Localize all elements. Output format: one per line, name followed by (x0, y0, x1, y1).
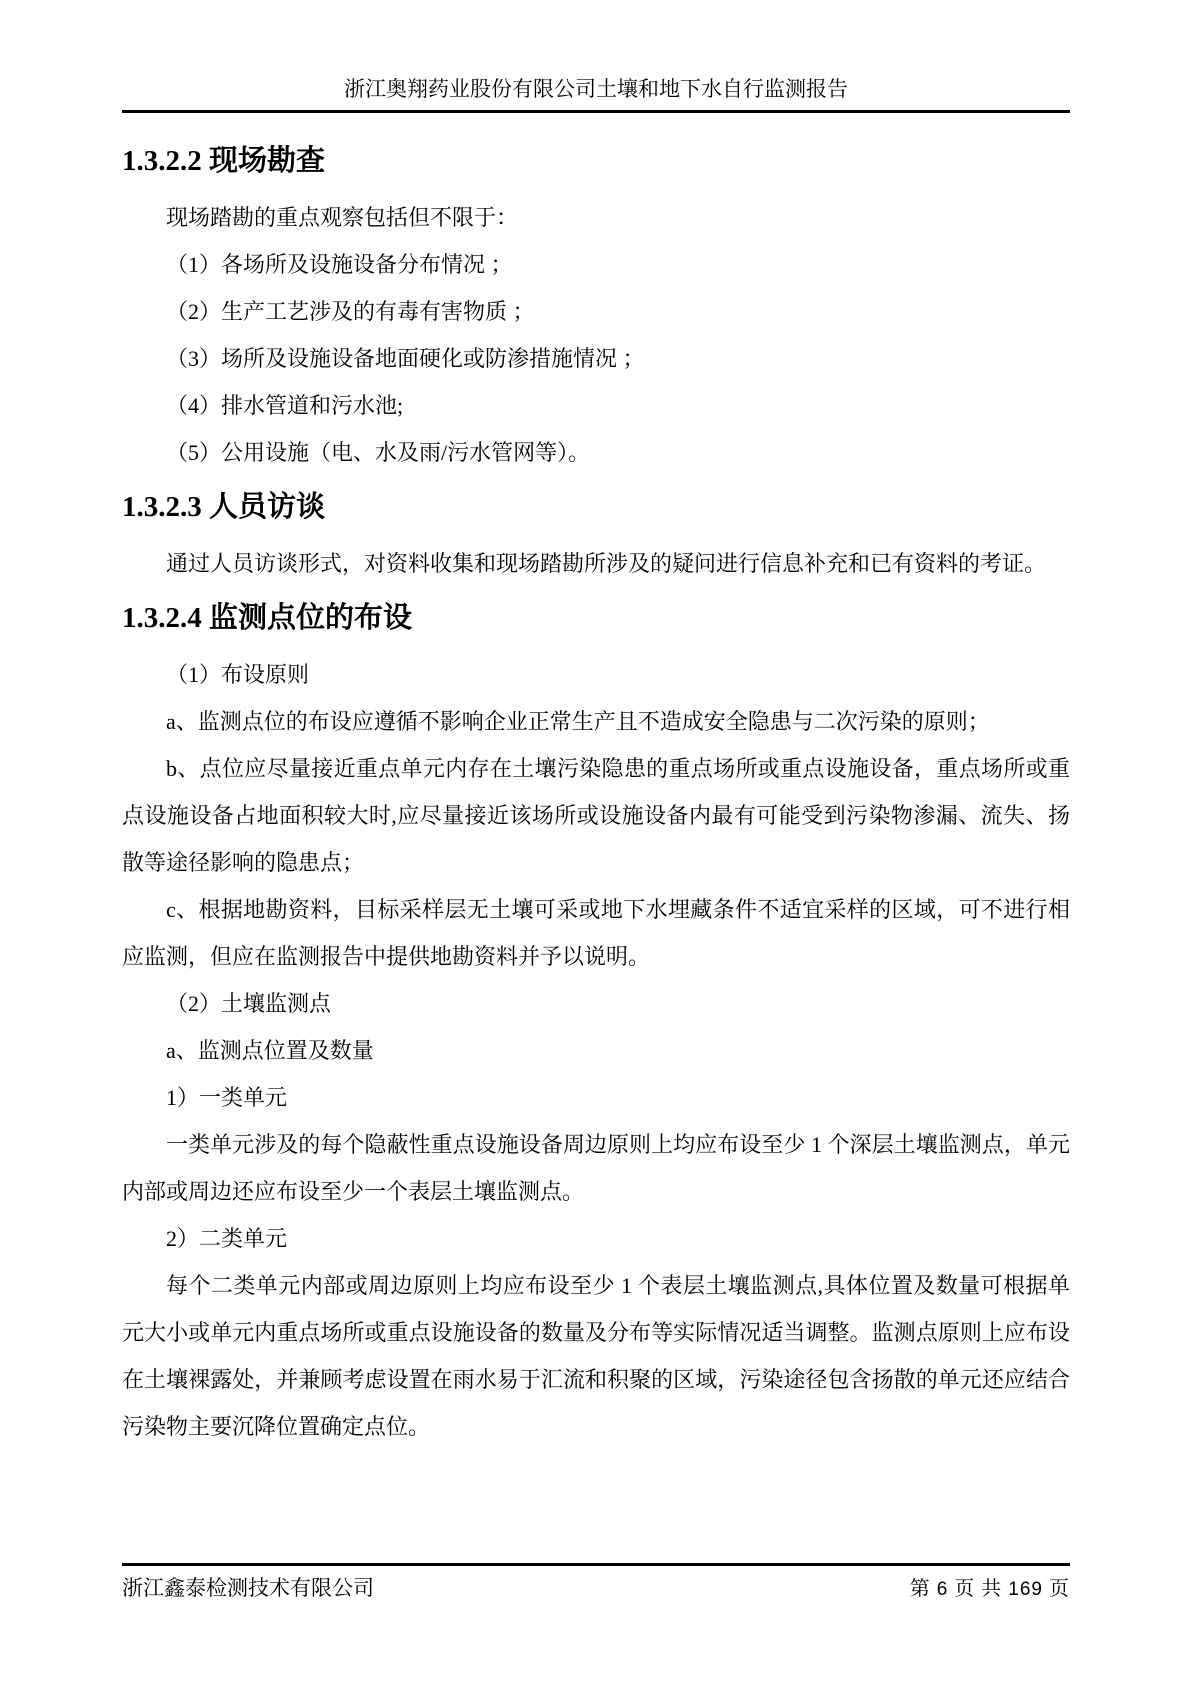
body-paragraph: a、监测点位的布设应遵循不影响企业正常生产且不造成安全隐患与二次污染的原则； (166, 709, 990, 734)
section-heading-1324: 1.3.2.4 监测点位的布设 (122, 602, 413, 634)
body-paragraph: （1）布设原则 (166, 662, 310, 687)
footer-page-info (910, 1576, 1070, 1603)
list-item-4: （4）排水管道和污水池; (166, 393, 404, 418)
list-item-1: （1）各场所及设施设备分布情况 ； (166, 252, 513, 277)
list-item-3: （3）场所及设施设备地面硬化或防渗措施情况 ； (166, 346, 645, 371)
page-label-suffix: 页 (1049, 1578, 1070, 1600)
footer-company-name: 浙江鑫泰检测技术有限公司 (122, 1576, 374, 1600)
body-paragraph: （2）土壤监测点 (166, 991, 332, 1016)
section-heading-1323: 1.3.2.3 人员访谈 (122, 491, 326, 523)
list-item-5: （5）公用设施（电、水及雨/污水管网等）。 (166, 440, 591, 465)
body-paragraph: 2）二类单元 (166, 1226, 288, 1251)
body-paragraph: c、根据地勘资料，目标采样层无土壤可采或地下水埋藏条件不适宜采样的区域，可不进行相应监测，但应在监测报告中提供地勘资料并予以说明。 (122, 897, 1070, 969)
body-paragraph: b、点位应尽量接近重点单元内存在土壤污染隐患的重点场所或重点设施设备，重点场所或重点设施设备占地面积较大时,应尽量接近该场所或设施设备内最有可能受到污染物渗漏、流失、扬散等途径影响的隐患点； (122, 756, 1070, 875)
page-content (122, 130, 1070, 1450)
running-header (122, 76, 1070, 113)
page-label-prefix: 第 (909, 1578, 931, 1600)
page-label-middle: 页 共 (954, 1578, 1003, 1600)
total-pages: 169 (1008, 1579, 1043, 1600)
body-paragraph: 1）一类单元 (166, 1085, 288, 1110)
running-footer (122, 1563, 1070, 1603)
body-paragraph: 每个二类单元内部或周边原则上均应布设至少 1 个表层土壤监测点,具体位置及数量可根据单元大小或单元内重点场所或重点设施设备的数量及分布等实际情况适当调整。监测点原则上应布设在土壤裸露处，并兼顾考虑设置在雨水易于汇流和积聚的区域，污染途径包含扬散的单元还应结合污染物主要沉降位置确定点位。 (122, 1273, 1070, 1439)
section-heading-1322: 1.3.2.2 现场勘查 (122, 145, 326, 177)
body-paragraph: a、监测点位置及数量 (166, 1038, 374, 1063)
body-paragraph: 现场踏勘的重点观察包括但不限于： (166, 205, 519, 230)
body-paragraph: 通过人员访谈形式，对资料收集和现场踏勘所涉及的疑问进行信息补充和已有资料的考证。 (166, 551, 1047, 576)
page-number: 6 (936, 1579, 949, 1600)
body-paragraph: 一类单元涉及的每个隐蔽性重点设施设备周边原则上均应布设至少 1 个深层土壤监测点，单元内部或周边还应布设至少一个表层土壤监测点。 (122, 1132, 1070, 1204)
list-item-2: （2）生产工艺涉及的有毒有害物质 ； (166, 299, 535, 324)
header-title: 浙江奥翔药业股份有限公司土壤和地下水自行监测报告 (344, 77, 848, 101)
